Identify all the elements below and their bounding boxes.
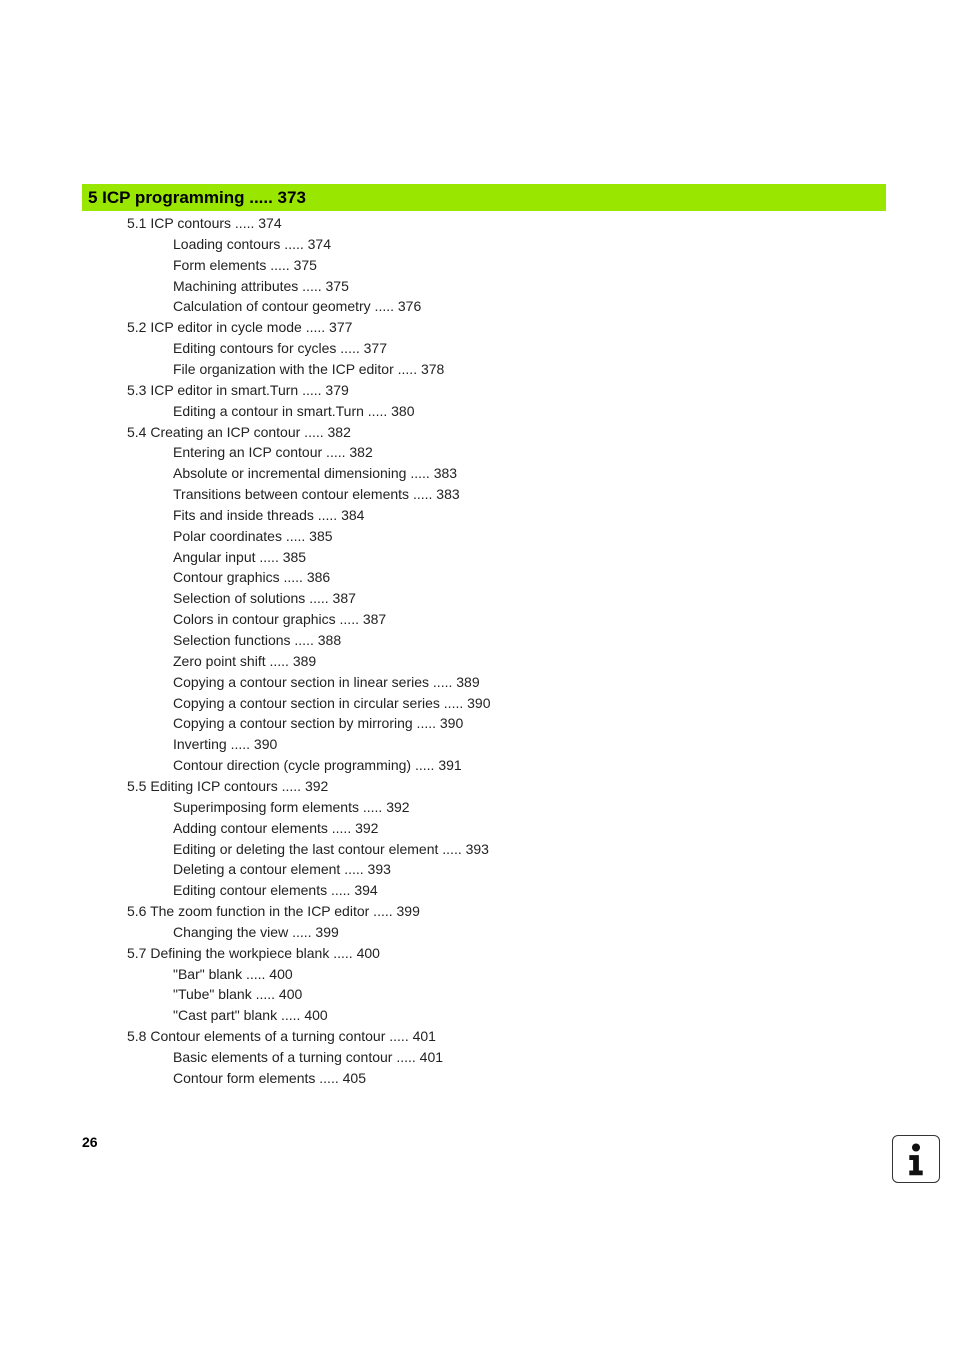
- toc-subsection-entry[interactable]: Selection functions ..... 388: [173, 632, 342, 648]
- toc-subsection-entry[interactable]: Copying a contour section in linear series ..... 389: [173, 673, 480, 690]
- toc-subsection-entry[interactable]: "Tube" blank ..... 400: [173, 986, 303, 1003]
- toc-section-entry[interactable]: 5.7 Defining the workpiece blank ..... 400: [127, 944, 380, 961]
- toc-subsection-entry[interactable]: Copying a contour section in circular series ..... 390: [173, 694, 491, 711]
- info-icon: [892, 1135, 940, 1183]
- toc-subsection-entry[interactable]: Adding contour elements ..... 392: [173, 819, 379, 836]
- toc-subsection-entry[interactable]: Changing the view ..... 399: [173, 923, 339, 940]
- toc-section-entry[interactable]: 5.8 Contour elements of a turning contour ..... 401: [127, 1028, 436, 1045]
- toc-subsection-entry[interactable]: Contour graphics ..... 386: [173, 569, 331, 586]
- toc-subsection-entry[interactable]: Transitions between contour elements ..... 383: [173, 486, 460, 503]
- toc-subsection-entry[interactable]: Copying a contour section by mirroring ..... 390: [173, 715, 464, 732]
- toc-subsection-entry[interactable]: Absolute or incremental dimensioning ..... 383: [173, 465, 458, 482]
- toc-subsection-entry[interactable]: Inverting ..... 390: [173, 736, 278, 753]
- toc-subsection-entry[interactable]: Contour form elements ..... 405: [173, 1069, 366, 1086]
- toc-subsection-entry[interactable]: Editing or deleting the last contour element ..... 393: [173, 840, 489, 857]
- chapter-heading-bar: [82, 184, 886, 211]
- toc-section-entry[interactable]: 5.2 ICP editor in cycle mode ..... 377: [127, 319, 353, 336]
- toc-subsection-entry[interactable]: Selection of solutions ..... 387: [173, 590, 356, 607]
- toc-subsection-entry[interactable]: Superimposing form elements ..... 392: [173, 798, 410, 815]
- toc-subsection-entry[interactable]: "Cast part" blank ..... 400: [173, 1007, 328, 1024]
- toc-subsection-entry[interactable]: Angular input ..... 385: [173, 548, 307, 565]
- toc-subsection-entry[interactable]: Fits and inside threads ..... 384: [173, 506, 365, 523]
- toc-subsection-entry[interactable]: Editing contours for cycles ..... 377: [173, 340, 387, 357]
- toc-subsection-entry[interactable]: Editing contour elements ..... 394: [173, 882, 378, 899]
- toc-subsection-entry[interactable]: Form elements ..... 375: [173, 256, 317, 273]
- toc-section-entry[interactable]: 5.4 Creating an ICP contour ..... 382: [127, 423, 351, 440]
- chapter-title[interactable]: 5 ICP programming ..... 373: [88, 188, 306, 207]
- toc-subsection-entry[interactable]: Deleting a contour element ..... 393: [173, 861, 391, 878]
- toc-section-entry[interactable]: 5.5 Editing ICP contours ..... 392: [127, 777, 329, 794]
- toc-section-entry[interactable]: 5.6 The zoom function in the ICP editor ..... 399: [127, 903, 420, 920]
- toc-subsection-entry[interactable]: "Bar" blank ..... 400: [173, 965, 293, 982]
- toc-subsection-entry[interactable]: Calculation of contour geometry ..... 376: [173, 298, 422, 315]
- toc-subsection-entry[interactable]: Editing a contour in smart.Turn ..... 380: [173, 402, 415, 419]
- toc-subsection-entry[interactable]: Entering an ICP contour ..... 382: [173, 444, 373, 461]
- toc-subsection-entry[interactable]: File organization with the ICP editor ..... 378: [173, 360, 445, 377]
- toc-subsection-entry[interactable]: Loading contours ..... 374: [173, 235, 331, 252]
- toc-subsection-entry[interactable]: Zero point shift ..... 389: [173, 652, 317, 669]
- page-number: 26: [82, 1134, 98, 1150]
- toc-subsection-entry[interactable]: Machining attributes ..... 375: [173, 277, 349, 294]
- toc-subsection-entry[interactable]: Polar coordinates ..... 385: [173, 527, 333, 544]
- toc-section-entry[interactable]: 5.3 ICP editor in smart.Turn ..... 379: [127, 381, 349, 398]
- toc-subsection-entry[interactable]: Contour direction (cycle programming) ..... 391: [173, 757, 462, 774]
- toc-section-entry[interactable]: 5.1 ICP contours ..... 374: [127, 215, 282, 231]
- toc-subsection-entry[interactable]: Basic elements of a turning contour ..... 401: [173, 1049, 444, 1065]
- toc-subsection-entry[interactable]: Colors in contour graphics ..... 387: [173, 611, 387, 628]
